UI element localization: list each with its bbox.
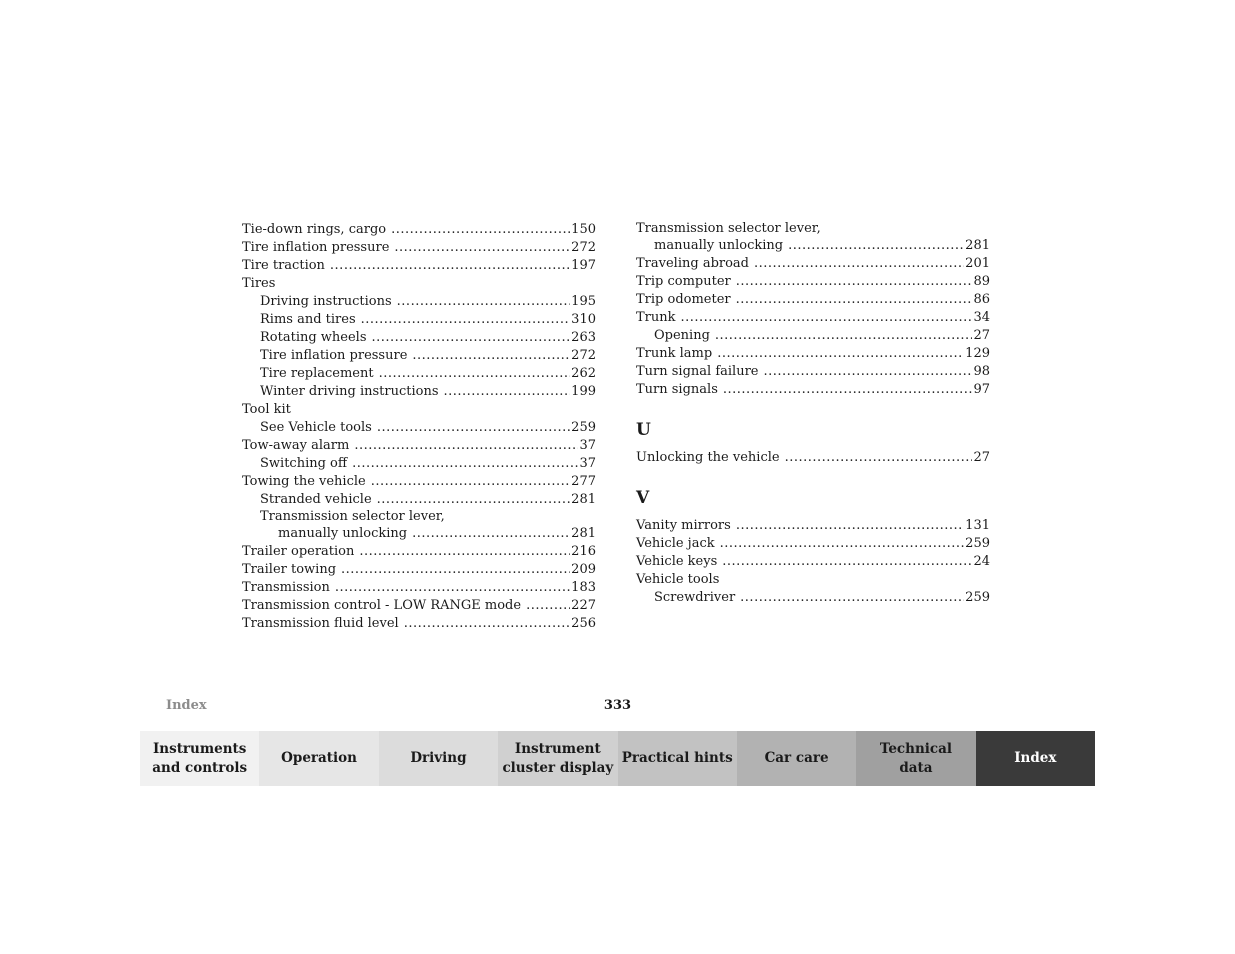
index-column-right <box>636 221 990 607</box>
index-subentry[interactable]: Stranded vehicle ..... 281 <box>242 491 596 509</box>
section-letter-v: V <box>636 488 650 508</box>
tab-index[interactable]: Index <box>976 731 1095 786</box>
index-entry[interactable]: Trip computer ..... 89 <box>636 273 990 291</box>
index-entry[interactable]: Tie-down rings, cargo ..... 150 <box>242 221 596 239</box>
index-heading: Tires <box>242 276 276 291</box>
index-subentry[interactable]: Tire inflation pressure ..... 272 <box>242 347 596 365</box>
footer-section-name: Index <box>166 698 207 713</box>
index-entry[interactable]: Unlocking the vehicle ..... 27 <box>636 449 990 467</box>
index-subentry[interactable]: Switching off ..... 37 <box>242 455 596 473</box>
index-subentry[interactable]: See Vehicle tools ..... 259 <box>242 419 596 437</box>
index-column-left <box>242 221 596 633</box>
index-heading: Vehicle tools <box>636 572 720 587</box>
index-entry[interactable]: Trip odometer ..... 86 <box>636 291 990 309</box>
index-entry[interactable]: Transmission control - LOW RANGE mode ..... 227 <box>242 597 596 615</box>
index-subentry[interactable]: Tire replacement ..... 262 <box>242 365 596 383</box>
chapter-tab-bar <box>140 731 1095 786</box>
index-subentry[interactable]: Winter driving instructions ..... 199 <box>242 383 596 401</box>
index-entry[interactable]: Turn signal failure ..... 98 <box>636 363 990 381</box>
index-heading: Transmission selector lever, <box>636 221 821 236</box>
index-entry[interactable]: Trunk ..... 34 <box>636 309 990 327</box>
index-subentry[interactable]: manually unlocking ..... 281 <box>242 525 596 543</box>
tab-car-care[interactable]: Car care <box>737 731 856 786</box>
page-number: 333 <box>603 698 632 713</box>
tab-instruments-and-controls[interactable]: Instruments and controls <box>140 731 259 786</box>
tab-operation[interactable]: Operation <box>259 731 378 786</box>
tab-technical-data[interactable]: Technical data <box>856 731 975 786</box>
index-entry[interactable]: Traveling abroad ..... 201 <box>636 255 990 273</box>
index-entry[interactable]: Tire inflation pressure ..... 272 <box>242 239 596 257</box>
index-subheading: Transmission selector lever, <box>260 509 445 524</box>
index-entry[interactable]: Trailer towing ..... 209 <box>242 561 596 579</box>
index-entry[interactable]: Tire traction ..... 197 <box>242 257 596 275</box>
index-subentry[interactable]: manually unlocking ..... 281 <box>636 237 990 255</box>
index-subentry[interactable]: Screwdriver ..... 259 <box>636 589 990 607</box>
index-entry[interactable]: Vanity mirrors ..... 131 <box>636 517 990 535</box>
index-entry[interactable]: Turn signals ..... 97 <box>636 381 990 399</box>
index-entry[interactable]: Towing the vehicle ..... 277 <box>242 473 596 491</box>
index-subentry[interactable]: Opening ..... 27 <box>636 327 990 345</box>
index-entry[interactable]: Transmission fluid level ..... 256 <box>242 615 596 633</box>
index-entry[interactable]: Vehicle jack ..... 259 <box>636 535 990 553</box>
section-letter-u: U <box>636 420 651 440</box>
index-entry[interactable]: Tow-away alarm ..... 37 <box>242 437 596 455</box>
index-subentry[interactable]: Rims and tires ..... 310 <box>242 311 596 329</box>
tab-driving[interactable]: Driving <box>379 731 498 786</box>
tab-instrument-cluster-display[interactable]: Instrument cluster display <box>498 731 617 786</box>
index-entry[interactable]: Vehicle keys ..... 24 <box>636 553 990 571</box>
index-heading: Tool kit <box>242 402 291 417</box>
tab-practical-hints[interactable]: Practical hints <box>618 731 737 786</box>
index-entry[interactable]: Trailer operation ..... 216 <box>242 543 596 561</box>
index-subentry[interactable]: Driving instructions ..... 195 <box>242 293 596 311</box>
index-entry[interactable]: Trunk lamp ..... 129 <box>636 345 990 363</box>
index-subentry[interactable]: Rotating wheels ..... 263 <box>242 329 596 347</box>
index-entry[interactable]: Transmission ..... 183 <box>242 579 596 597</box>
